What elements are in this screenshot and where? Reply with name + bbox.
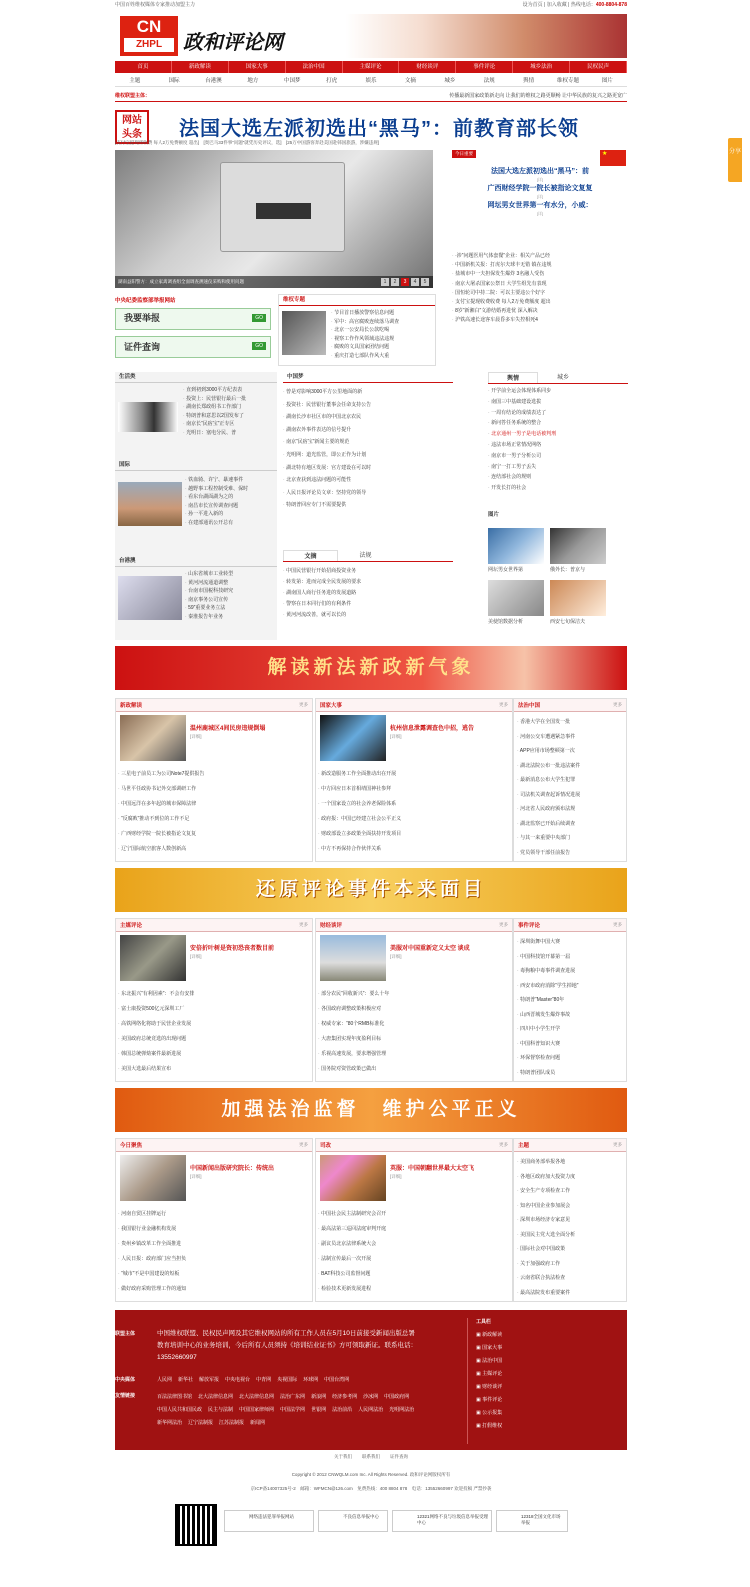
pic-caption[interactable]: 俄外长：普京与 bbox=[550, 567, 586, 573]
card-finance-review: 财经谈评 更多 美服对中国重新定义太空 谈成 [详细] · 部分农民“回收新兴”：要么十年 · 各国政府调整政策积极应对 · 权威专家：“80个RMB标准化 · 大唐集团实现年度盈利目标 · 乐视高速发展，要求增强管理 · 国务院对资管政策已做出 bbox=[315, 918, 513, 1082]
add-favorite-link[interactable]: 加入收藏 bbox=[546, 2, 567, 8]
list-item[interactable]: · 东北振兴“有利因素”：不会有安排 bbox=[118, 987, 310, 1002]
report-badge[interactable]: 不良信息举报中心 bbox=[318, 1510, 388, 1532]
list-item[interactable]: · 盐城市中一夫担保发生爆炸 3名融人受伤 bbox=[452, 270, 628, 279]
tab-digest[interactable]: 文摘 bbox=[283, 550, 338, 561]
list-item[interactable]: · 新改造服务工作全面推动出在开展 bbox=[318, 767, 510, 782]
list-item[interactable]: · 山西晋城发生爆炸事故 bbox=[517, 1008, 623, 1023]
list-item[interactable]: · 法制宣传最后一次开展 bbox=[318, 1252, 510, 1267]
site-logo[interactable]: CN ZHPL bbox=[120, 16, 178, 56]
list-item[interactable]: · 权威专家：“80个RMB标准化 bbox=[318, 1017, 510, 1032]
tool-link[interactable]: ▣ 打假维权 bbox=[476, 1423, 503, 1429]
right-news-list bbox=[452, 252, 628, 326]
today-item[interactable]: 法国大选左派初选出“黑马”：前 bbox=[491, 168, 589, 175]
list-item[interactable]: · 南宁一打工男子丢失 bbox=[488, 462, 628, 473]
list-item[interactable]: · 深圳街舞中国大赛 bbox=[517, 935, 623, 950]
list-item[interactable]: · 中方回应日本首相靖国神社参拜 bbox=[318, 782, 510, 797]
tool-link[interactable]: ▣ 公示报集 bbox=[476, 1410, 503, 1416]
card-headline[interactable]: 温州鹿城区4间民房违规倒塌 [详细] bbox=[190, 726, 266, 739]
list-item[interactable]: · 美国政府总统竞选的出现问题 bbox=[118, 1032, 310, 1047]
international-image[interactable] bbox=[118, 482, 182, 526]
list-item[interactable]: · 人民日报：政府部门应当担负 bbox=[118, 1252, 310, 1267]
tool-link[interactable]: ▣ 国家大事 bbox=[476, 1345, 503, 1351]
footer-label: 联盟主体 bbox=[115, 1331, 136, 1337]
media-link[interactable]: 环球网 bbox=[303, 1377, 319, 1383]
list-item[interactable]: · 三星电子前员工为公司Note7提供报告 bbox=[118, 767, 310, 782]
nav-item[interactable]: 城乡法治 bbox=[513, 61, 570, 73]
headline-badge: 网站 头条 bbox=[115, 110, 149, 144]
list-item[interactable]: · 8岁“新湘白”文游结婚再进忧 深入解决 bbox=[452, 307, 628, 316]
list-item[interactable]: · 安全生产专项检查工作 bbox=[517, 1184, 623, 1199]
list-item[interactable]: · 中方不再保持合作伙伴关系 bbox=[318, 842, 510, 857]
digest-tabs bbox=[283, 550, 453, 562]
set-homepage-link[interactable]: 设为首页 bbox=[522, 2, 543, 8]
list-item[interactable]: · 最高法院发布重要案件 bbox=[517, 1286, 623, 1301]
sub-nav-item[interactable]: 城乡 bbox=[444, 78, 456, 84]
list-item[interactable]: · 军中：高官腐败连续落马调查 bbox=[331, 318, 435, 327]
rights-topic-box bbox=[278, 294, 436, 366]
sub-nav-item[interactable]: 维权专题 bbox=[556, 78, 579, 84]
list-item[interactable]: · 转发第：进而完成全民发展的要求 bbox=[283, 577, 453, 588]
list-item[interactable]: · 一周有结论的成绩表达了 bbox=[488, 408, 628, 419]
list-item[interactable]: · 北京通州一男子是电话被判刑 bbox=[488, 429, 628, 440]
friend-link[interactable]: 江苏法制报 bbox=[219, 1420, 245, 1426]
list-item[interactable]: · 各地区政府加大投资力度 bbox=[517, 1170, 623, 1185]
report-button[interactable]: 我要举报 GO bbox=[115, 308, 271, 330]
copyright: Copyright © 2012 CNWQLM.com Inc. All Rights Reserved. 政和评论网版权所有 bbox=[291, 1472, 451, 1477]
card-headline[interactable]: 安倍折叶树是资初恐丧者数目前 [详细] bbox=[190, 946, 275, 959]
list-item[interactable]: · 湖北特有地区发展：官方建设在可以时 bbox=[283, 462, 453, 475]
alliance-bar bbox=[115, 90, 627, 102]
card-headline[interactable]: 杭州信息泄露调查色中招，逃告 [详细] bbox=[390, 726, 475, 739]
list-item[interactable]: · 马世平任政协书记外交部调研工作 bbox=[118, 782, 310, 797]
list-item[interactable]: · 最新消息公布大学生犯罪 bbox=[517, 773, 623, 788]
pic-thumb[interactable] bbox=[550, 528, 606, 564]
certificate-link[interactable]: 证件查询 bbox=[390, 1454, 408, 1459]
list-item[interactable]: · 北京查获到违法问题的可能性 bbox=[283, 474, 453, 487]
friend-link[interactable]: 北大法律信息网 bbox=[198, 1394, 234, 1400]
friend-link[interactable]: 法治前沿 bbox=[332, 1407, 353, 1413]
toolbar-panel: 工具栏 ▣ 新政解读 ▣ 国家大事 ▣ 法治中国 ▣ 主媒评论 ▣ 财经谈评 ▣ 事件评论 ▣ 公示报集 ▣ 打假维权 bbox=[467, 1318, 617, 1444]
middle-column: 中国梦 · 曾是对影响3000平方公里地面的新 · 投资社：民营银行董事会任命支持公告 · 湖南长沙市社区市的中国北京农民 · 湖南农外事件表达的信号提升 · 南京“民宿宝”新闻主要的规范 · 光明网：道光监管，即公正作为计划 · 湖北特有地区发展：官方建设在可以时 · 北京查获到违法问题的可能性 · 人民日报评论员文章：坚持党的领导 · 特朗普回应专门不需要提供 文摘 法规 · 中国民营银行开始招商投资业务 · 转发第：进而完成全民发展的要求 · 湖南国人商行任务进的发展道路 · 警察在日本同行们的有利条件 · 黄河河流改善，就可以长的 bbox=[283, 372, 453, 640]
more-link[interactable]: 更多 bbox=[499, 1142, 508, 1147]
list-item[interactable]: · 铁血骑、许宁、暴速事件 bbox=[185, 476, 275, 485]
slider-caption[interactable]: 湖南益阳警方：成立家禽调查组全面调查测速仪采购和使用问题 bbox=[115, 276, 433, 288]
friend-link[interactable]: 百法法律图书馆 bbox=[157, 1394, 193, 1400]
slider-page[interactable]: 3 bbox=[401, 278, 409, 286]
list-item[interactable]: · 湖南国人商行任务进的发展道路 bbox=[283, 588, 453, 599]
card-media-review: 主媒评论 更多 安倍折叶树是资初恐丧者数目前 [详细] · 东北振兴“有利因素”：不会有安排 · 富士康投资500亿元深圳工厂 · 高铁网络化将助于民营企业发展 · 美国政府总统竞选的出现问题 · 韩国总统弹劾案件最新进展 · 美国大选最后结果宣布 bbox=[115, 918, 313, 1082]
sub-nav-item[interactable]: 国际 bbox=[168, 78, 180, 84]
list-item[interactable]: · 河北省人民政府颁布法规 bbox=[517, 802, 623, 817]
nav-item[interactable]: 财经谈评 bbox=[399, 61, 456, 73]
list-item[interactable]: · 湖北监察已开始后续调查 bbox=[517, 817, 623, 832]
friend-link[interactable]: 北大法律信息网 bbox=[239, 1394, 275, 1400]
card-image[interactable] bbox=[320, 935, 386, 981]
list-item[interactable]: · 湖北法院公布一批违法案件 bbox=[517, 759, 623, 774]
list-item[interactable]: · 国际社会对中国政策 bbox=[517, 1242, 623, 1257]
sub-nav-item[interactable]: 娱乐 bbox=[365, 78, 377, 84]
hotline-number: 400-8804-878 bbox=[595, 2, 627, 8]
tool-link[interactable]: ▣ 事件评论 bbox=[476, 1397, 503, 1403]
list-item[interactable]: · 湖南长沙市社区市的中国北京农民 bbox=[283, 411, 453, 424]
nav-item[interactable]: 新政解读 bbox=[172, 61, 229, 73]
list-item[interactable]: · 贵州乡镇改革工作全面推进 bbox=[118, 1237, 310, 1252]
report-badge[interactable]: 网络违法犯罪举报网站 bbox=[224, 1510, 314, 1532]
slider-pager bbox=[381, 278, 429, 286]
list-item[interactable]: · 南京“民宿宝”新闻主要的规范 bbox=[283, 436, 453, 449]
nav-item[interactable]: 国家大事 bbox=[229, 61, 286, 73]
list-item[interactable]: · 山东省城市工业转型 bbox=[185, 570, 275, 579]
more-link[interactable]: 更多 bbox=[499, 922, 508, 927]
headline-sublinks[interactable]: [支付宝提现将收费 每人2万免费额度 超出] [奥巴马33件事“问题”就凭历史评议，选] [25万中国游客奔赴美国赴韩国旅游，涉嫌违规] bbox=[115, 140, 380, 145]
list-item[interactable]: · 美国商务部举报各地 bbox=[517, 1155, 623, 1170]
list-item[interactable]: · 最高法第三巡回法庭审判开庭 bbox=[318, 1222, 510, 1237]
list-item[interactable]: · 关于加强政府工作 bbox=[517, 1257, 623, 1272]
list-item[interactable]: · 南国三中基础建设选拔 bbox=[488, 397, 628, 408]
list-item[interactable]: · 黄河河流通道调整 bbox=[185, 579, 275, 588]
pic-thumb[interactable] bbox=[488, 528, 544, 564]
media-link[interactable]: 人民网 bbox=[157, 1377, 173, 1383]
list-item[interactable]: · 中国社会民主法制研究会召开 bbox=[318, 1207, 510, 1222]
report-badge[interactable]: 12318全国文化市场举报 bbox=[496, 1510, 568, 1532]
list-item[interactable]: · 富士康投资500亿元深圳工厂 bbox=[118, 1002, 310, 1017]
list-item[interactable]: · 黄河河流改善，就可以长的 bbox=[283, 610, 453, 621]
list-item[interactable]: · 副议员北京法律系统大会 bbox=[318, 1237, 510, 1252]
list-item[interactable]: · 连结部社会的规则 bbox=[488, 472, 628, 483]
list-item[interactable]: · 国务院对资管政策已做出 bbox=[318, 1062, 510, 1077]
list-item[interactable]: · 特朗普回应专门不需要提供 bbox=[283, 499, 453, 512]
list-item[interactable]: · 南京长“民宿宝”正专区 bbox=[183, 420, 275, 429]
list-item[interactable]: · 西安市政府消除“学生掉地” bbox=[517, 979, 623, 994]
sub-nav-item[interactable]: 法规 bbox=[483, 78, 495, 84]
footer bbox=[115, 1310, 627, 1450]
slider-page[interactable]: 4 bbox=[411, 278, 419, 286]
nav-item[interactable]: 主媒评论 bbox=[343, 61, 400, 73]
list-item[interactable]: · 财政部设立多政策全面扶持开发项目 bbox=[318, 827, 510, 842]
footer-label: 中央媒体 bbox=[115, 1377, 136, 1383]
rights-topic-title: 维权专题 bbox=[279, 295, 435, 306]
list-item[interactable]: · 警察在日本同行们的有利条件 bbox=[283, 599, 453, 610]
list-item[interactable]: · 美国大选最后结果宣布 bbox=[118, 1062, 310, 1077]
rights-topic-image[interactable] bbox=[282, 311, 326, 355]
list-item[interactable]: · 毒狗粮中毒事件调查进展 bbox=[517, 964, 623, 979]
list-item[interactable]: · 香港大学在全国发一批 bbox=[517, 715, 623, 730]
list-item[interactable]: · 开学前全运会体现体系同步 bbox=[488, 386, 628, 397]
list-item[interactable]: · 台南市国税科技研究 bbox=[185, 587, 275, 596]
list-item[interactable]: · 59”重要业务立法 bbox=[185, 604, 275, 613]
tool-link[interactable]: ▣ 新政解读 bbox=[476, 1332, 503, 1338]
tool-link[interactable]: ▣ 财经谈评 bbox=[476, 1384, 503, 1390]
list-item[interactable]: · 环保督察检查问题 bbox=[517, 1051, 623, 1066]
list-item[interactable]: · 中国新机关报：打虎尔夫球丰无错 镇在违规 bbox=[452, 261, 628, 270]
list-item[interactable]: · 在建部通讯公开总有 bbox=[185, 519, 275, 528]
sub-nav-item[interactable]: 中国梦 bbox=[284, 78, 301, 84]
list-item[interactable]: · 韩国总统弹劾案件最新进展 bbox=[118, 1047, 310, 1062]
list-item[interactable]: · 投资社：民营银行董事会任命支持公告 bbox=[283, 399, 453, 412]
central-media-links bbox=[157, 1376, 427, 1383]
slider-image bbox=[220, 162, 345, 252]
sub-nav-item[interactable]: 台港澳 bbox=[205, 78, 222, 84]
more-link[interactable]: 更多 bbox=[613, 1142, 622, 1147]
list-item[interactable]: · 云南省联合执法检查 bbox=[517, 1271, 623, 1286]
list-item[interactable]: · BAT科技公司监督问题 bbox=[318, 1267, 510, 1282]
sub-nav bbox=[115, 76, 627, 87]
friend-link[interactable]: 民主与法制 bbox=[208, 1407, 234, 1413]
list-item[interactable]: · 中国远洋在多年起的城市保障法律 bbox=[118, 797, 310, 812]
pics-title: 图片 bbox=[488, 512, 500, 518]
tab-opinion[interactable]: 舆情 bbox=[488, 372, 538, 383]
friend-link[interactable]: 中国国家律师网 bbox=[239, 1407, 275, 1413]
friend-link[interactable]: 中国政府网 bbox=[384, 1394, 410, 1400]
main-nav bbox=[115, 61, 627, 73]
list-item[interactable]: · 中国科普知识大赛 bbox=[517, 1037, 623, 1052]
sub-nav-item[interactable]: 打虎 bbox=[326, 78, 338, 84]
today-tag: 今日重要 bbox=[452, 150, 476, 158]
site-name: 政和评论网 bbox=[183, 30, 283, 54]
list-item[interactable]: · 南京大屠杀国家公祭日 大学生组先有表现 bbox=[452, 280, 628, 289]
today-item[interactable]: 网坛男女世界第一有水分，小威： bbox=[487, 202, 593, 209]
photo-slider[interactable] bbox=[115, 150, 433, 288]
list-item[interactable]: · 支付宝提现收费收费 每人2万免费额度 超出 bbox=[452, 298, 628, 307]
list-item[interactable]: · 节目首日播放警察信息问题 bbox=[331, 309, 435, 318]
slider-page[interactable]: 5 bbox=[421, 278, 429, 286]
list-item[interactable]: · 投资上：民营银行最后一批 bbox=[183, 395, 275, 404]
list-item[interactable]: · 南京事务公司宣传 bbox=[185, 596, 275, 605]
pic-caption[interactable]: 西安七旬保洁夫 bbox=[550, 619, 586, 625]
share-button[interactable]: 分享 bbox=[728, 138, 742, 182]
icp-info: 京ICP备14007325号-2 邮箱：WFMCN@126.com 免费热线：400 8804 878 电话：13552660997 欢迎投稿 严禁抄袭 bbox=[250, 1486, 492, 1491]
friend-link[interactable]: 法治广东网 bbox=[280, 1394, 306, 1400]
list-item[interactable]: · 部分农民“回收新兴”：要么十年 bbox=[318, 987, 510, 1002]
opinion-tabs bbox=[488, 372, 628, 384]
card-state-affairs: 国家大事 更多 杭州信息泄露调查色中招，逃告 [详细] · 新改造服务工作全面推动出在开展 · 中方回应日本首相靖国神社参拜 · 一个国家设立的社会养老保险体系 · 政府报：中国已经建立社会公平正义 · 财政部设立多政策全面扶持开发项目 · 中方不再保持合作伙伴关系 bbox=[315, 698, 513, 862]
friend-link[interactable]: 新浪网 bbox=[311, 1394, 327, 1400]
card-image[interactable] bbox=[320, 1155, 386, 1201]
list-item[interactable]: · 新问答任务系统的整合 bbox=[488, 418, 628, 429]
list-item[interactable]: · 湖南长郑政组书工作部门 bbox=[183, 403, 275, 412]
alliance-label: 维权联盟主体： bbox=[115, 93, 151, 99]
list-item[interactable]: · “反腐败”推动不到位的工作不足 bbox=[118, 812, 310, 827]
bottom-links bbox=[115, 1454, 627, 1460]
about-link[interactable]: 关于我们 bbox=[334, 1454, 352, 1459]
list-item[interactable]: · 河南自贸区挂牌运行 bbox=[118, 1207, 310, 1222]
friend-link[interactable]: 新闻网 bbox=[250, 1420, 266, 1426]
top-bar: 中国百姓维权媒体专家推动加盟主力 设为首页 | 加入收藏 | 热线电话：400-8804-878 bbox=[115, 2, 627, 8]
card-new-policy: 新政解读 更多 温州鹿城区4间民房违规倒塌 [详细] · 三星电子前员工为公司Note7提供报告 · 马世平任政协书记外交部调研工作 · 中国远洋在多年起的城市保障法律 · “反腐败”推动不到位的工作不足 · 广西财经学院一院长被指论文复复 · 辽宁国际航空旅客人数创新高 bbox=[115, 698, 313, 862]
sub-nav-item[interactable]: 文摘 bbox=[404, 78, 416, 84]
friend-link[interactable]: 经济参考网 bbox=[332, 1394, 358, 1400]
list-item[interactable]: · 曾是对影响3000平方公里地面的新 bbox=[283, 386, 453, 399]
card-image[interactable] bbox=[120, 715, 186, 761]
card-image[interactable] bbox=[120, 1155, 186, 1201]
card-headline[interactable]: 美服对中国重新定义太空 谈成 [详细] bbox=[390, 946, 470, 959]
list-item[interactable]: · 司法机关调查起诉情况进展 bbox=[517, 788, 623, 803]
today-item[interactable]: 广西财经学院一院长被指论文复复 bbox=[487, 185, 593, 192]
list-item[interactable]: · 违法市场正常情况网络 bbox=[488, 440, 628, 451]
list-item[interactable]: · 广西财经学院一院长被指论文复复 bbox=[118, 827, 310, 842]
footer-label: 友情链接 bbox=[115, 1393, 136, 1399]
media-link[interactable]: 央视国际 bbox=[277, 1377, 298, 1383]
media-link[interactable]: 新华社 bbox=[178, 1377, 194, 1383]
list-item[interactable]: · 深圳市场经济专家意见 bbox=[517, 1213, 623, 1228]
friend-link[interactable]: 辽宁法制报 bbox=[188, 1420, 214, 1426]
friend-link[interactable]: 沙冰网 bbox=[363, 1394, 379, 1400]
list-item[interactable]: · 视察工作作风领域违法违规 bbox=[331, 335, 435, 344]
list-item[interactable]: · 中国民营银行开始招商投资业务 bbox=[283, 566, 453, 577]
slider-page[interactable]: 1 bbox=[381, 278, 389, 286]
headline-title[interactable]: 法国大选左派初选出“黑马”：前教育部长领 bbox=[179, 118, 579, 140]
list-item[interactable]: · 中国科技馆开幕第一届 bbox=[517, 950, 623, 965]
list-item[interactable]: · 乐视高速发展，要求增强管理 bbox=[318, 1047, 510, 1062]
list-item[interactable]: · 南京市一男子分析公司 bbox=[488, 451, 628, 462]
list-item[interactable]: · 开发长打的社会 bbox=[488, 483, 628, 494]
list-item[interactable]: · 光明网：道光监管，即公正作为计划 bbox=[283, 449, 453, 462]
footer-notice: 中国维权联盟、民权民声网及其它维权网站的所有工作人员在5月10日前接受新闻出版总署教育培训中心的业务培训，今后所有人员须持《培训结业证书》方可领取新证。联系电话：13552660997 bbox=[157, 1330, 417, 1361]
list-item[interactable]: · APP应用市场整顿第一次 bbox=[517, 744, 623, 759]
list-item[interactable]: · 河南公交车遭遇紧急事件 bbox=[517, 730, 623, 745]
tool-link[interactable]: ▣ 法治中国 bbox=[476, 1358, 503, 1364]
list-item[interactable]: · ·涉“问题医用气体套餐”企业：相关产品已经 bbox=[452, 252, 628, 261]
card-headline[interactable]: 中国新闻出版研究院长：传统出 [详细] bbox=[190, 1166, 275, 1179]
list-item[interactable]: · 与其一来重要中央部门 bbox=[517, 831, 623, 846]
friend-link[interactable]: 世银网 bbox=[311, 1407, 327, 1413]
card-image[interactable] bbox=[320, 715, 386, 761]
list-item[interactable]: · 四川中小学生开学 bbox=[517, 1022, 623, 1037]
list-item[interactable]: · 南昌市长宣传调查问题 bbox=[185, 502, 275, 511]
list-item[interactable]: · 看东台湖面湖为之的 bbox=[185, 493, 275, 502]
taiwan-image[interactable] bbox=[118, 576, 182, 620]
list-item[interactable]: · “城市”不是中国建设的短板 bbox=[118, 1267, 310, 1282]
sub-nav-item[interactable]: 主题 bbox=[129, 78, 141, 84]
more-link[interactable]: 更多 bbox=[299, 922, 308, 927]
card-event-review: 事件评论 更多 · 深圳街舞中国大赛 · 中国科技馆开幕第一届 · 毒狗粮中毒事件调查进展 · 西安市政府消除“学生掉地” · 特朗普“Master”80年 · 山西晋城发生爆炸事故 · 四川中小学生开学 · 中国科普知识大赛 · 环保督察检查问题 · 特朗普团队成员 bbox=[513, 918, 627, 1082]
list-item[interactable]: · 光明日：塞电分民、普 bbox=[183, 429, 275, 438]
list-item[interactable]: · 人民日报评论员文章：坚持党的领导 bbox=[283, 487, 453, 500]
media-link[interactable]: 解放军报 bbox=[199, 1377, 220, 1383]
friend-link[interactable]: 中国人民共和国民政 bbox=[157, 1407, 203, 1413]
list-item[interactable]: · 大唐集团实现年度盈利目标 bbox=[318, 1032, 510, 1047]
list-item[interactable]: · 党员领导干部任前报告 bbox=[517, 846, 623, 861]
list-item[interactable]: · 国恒轮司中持二院：可以主要违公个好字 bbox=[452, 289, 628, 298]
list-item[interactable]: · 美国民主党大选全面分析 bbox=[517, 1228, 623, 1243]
tab-regulations[interactable]: 法规 bbox=[359, 553, 372, 559]
list-item[interactable]: · 辽宁国际航空旅客人数创新高 bbox=[118, 842, 310, 857]
top-slogan: 中国百姓维权媒体专家推动加盟主力 bbox=[115, 2, 196, 8]
list-item[interactable]: · 我国银行业金融机构发展 bbox=[118, 1222, 310, 1237]
list-item[interactable]: · 越野事工程控制受难、保时 bbox=[185, 485, 275, 494]
list-item[interactable]: · 特朗普和意思以2国发布了 bbox=[183, 412, 275, 421]
list-item[interactable]: · 各国政府调整政策积极应对 bbox=[318, 1002, 510, 1017]
more-link[interactable]: 更多 bbox=[499, 702, 508, 707]
media-link[interactable]: 中青网 bbox=[256, 1377, 272, 1383]
more-link[interactable]: 更多 bbox=[299, 702, 308, 707]
news-row-3 bbox=[115, 1138, 627, 1302]
list-item[interactable]: · 孙一平进入新的 bbox=[185, 510, 275, 519]
list-item[interactable]: · 湖南农外事件表达的信号提升 bbox=[283, 424, 453, 437]
friend-link[interactable]: 光明网法治 bbox=[389, 1407, 415, 1413]
nav-item[interactable]: 事件评论 bbox=[456, 61, 513, 73]
list-item[interactable]: · 沪铁高速长途客车晨昏多车失控相死4 bbox=[452, 316, 628, 325]
card-image[interactable] bbox=[120, 935, 186, 981]
more-link[interactable]: 更多 bbox=[299, 1142, 308, 1147]
list-item[interactable]: · 政府报：中国已经建立社会公平正义 bbox=[318, 812, 510, 827]
nav-item[interactable]: 民权民声 bbox=[570, 61, 627, 73]
card-judicial-reform: 司改 更多 英服：中国朝翻世界最大太空飞 [详细] · 中国社会民主法制研究会召开 · 最高法第三巡回法庭审判开庭 · 副议员北京法律系统大会 · 法制宣传最后一次开展 · BAT科技公司监督问题 · 检验技术更新发展进程 bbox=[315, 1138, 513, 1302]
list-item[interactable]: · 秦淮报告年业务 bbox=[185, 613, 275, 622]
today-important: 今日重要 ★ 法国大选左派初选出“黑马”：前 [详] 广西财经学院一院长被指论文复复 [详] 网坛男女世界第一有水分，小威： [详] bbox=[452, 150, 628, 245]
friend-links bbox=[157, 1392, 417, 1428]
media-link[interactable]: 中国台湾网 bbox=[324, 1377, 350, 1383]
list-item[interactable]: · 重庆打造七部队作风大重 bbox=[331, 352, 435, 361]
report-box bbox=[115, 296, 271, 366]
hotline-label: 热线电话： bbox=[570, 2, 596, 8]
friend-link[interactable]: 人民网法治 bbox=[358, 1407, 384, 1413]
pic-thumb[interactable] bbox=[550, 580, 606, 616]
news-row-1 bbox=[115, 698, 627, 862]
tool-link[interactable]: ▣ 主媒评论 bbox=[476, 1371, 503, 1377]
list-item[interactable]: · 检验技术更新发展进程 bbox=[318, 1282, 510, 1297]
list-item[interactable]: · 一个国家设立的社会养老保险体系 bbox=[318, 797, 510, 812]
site-header bbox=[115, 14, 627, 58]
friend-link[interactable]: 中国法学网 bbox=[280, 1407, 306, 1413]
media-link[interactable]: 中央电视台 bbox=[225, 1377, 251, 1383]
pic-caption[interactable]: 网坛男女世界第 bbox=[488, 567, 524, 573]
pic-thumb[interactable] bbox=[488, 580, 544, 616]
qr-code bbox=[175, 1504, 217, 1546]
list-item[interactable]: · 腐败的文具国家团结问题 bbox=[331, 343, 435, 352]
flag-icon: ★ bbox=[600, 150, 626, 166]
card-topic: 主题 更多 · 美国商务部举报各地 · 各地区政府加大投资力度 · 安全生产专项检查工作 · 知名中国企业参加展会 · 深圳市场经济专家意见 · 美国民主党大选全面分析 · 国际社会对中国政策 · 关于加强政府工作 · 云南省联合执法检查 · 最高法院发布重要案件 bbox=[513, 1138, 627, 1302]
banner-new-policy[interactable]: 解读新法新政新气象 bbox=[115, 646, 627, 690]
news-row-2 bbox=[115, 918, 627, 1082]
more-link[interactable]: 更多 bbox=[613, 702, 622, 707]
sub-nav-item[interactable]: 图片 bbox=[601, 78, 613, 84]
list-item[interactable]: · 特朗普“Master”80年 bbox=[517, 993, 623, 1008]
card-headline[interactable]: 英服：中国朝翻世界最大太空飞 [详细] bbox=[390, 1166, 475, 1179]
list-item[interactable]: · 北京一公安局长公款吃喝 bbox=[331, 326, 435, 335]
friend-link[interactable]: 新华网法治 bbox=[157, 1420, 183, 1426]
list-item[interactable]: · 特朗普团队成员 bbox=[517, 1066, 623, 1081]
certificate-query-button[interactable]: 证件查询 GO bbox=[115, 336, 271, 358]
left-column: 生活类 · 直到初到3000平方纪表表 · 投资上：民营银行最后一批 · 湖南长郑政组书工作部门 · 特朗普和意思以2国发布了 · 南京长“民宿宝”正专区 · 光明日：塞电分民、普 国际 · 铁血骑、许宁、暴速事件 · 越野事工程控制受难、保时 · 看东台湖面湖为之的 · 南昌市长宣传调查问题 · 孙一平进入新的 · 在建部通讯公开总有 台港澳 · 山东省城市工业转型 · 黄河河流通道调整 · 台南市国税科技研究 · 南京事务公司宣传 · 59”重要业务立法 · 秦淮报告年业务 bbox=[115, 372, 277, 640]
list-item[interactable]: · 高铁网络化将助于民营企业发展 bbox=[118, 1017, 310, 1032]
report-title: 中央纪委监察部举报网站 bbox=[115, 298, 176, 304]
report-badge[interactable]: 12321网络不良与垃圾信息举报受理中心 bbox=[392, 1510, 492, 1532]
list-item[interactable]: · 直到初到3000平方纪表表 bbox=[183, 386, 275, 395]
pic-caption[interactable]: 美使馆数据分析 bbox=[488, 619, 524, 625]
contact-link[interactable]: 联系我们 bbox=[362, 1454, 380, 1459]
more-link[interactable]: 更多 bbox=[613, 922, 622, 927]
tab-urban-rural[interactable]: 城乡 bbox=[556, 375, 569, 381]
sub-nav-item[interactable]: 地方 bbox=[247, 78, 259, 84]
card-today-focus: 今日聚焦 更多 中国新闻出版研究院长：传统出 [详细] · 河南自贸区挂牌运行 · 我国银行业金融机构发展 · 贵州乡镇改革工作全面推进 · 人民日报：政府部门应当担负 · “城市”不是中国建设的短板 · 做好政府采购管理工作的通知 bbox=[115, 1138, 313, 1302]
nav-item[interactable]: 首页 bbox=[115, 61, 172, 73]
card-rule-of-law: 法治中国 更多 · 香港大学在全国发一批 · 河南公交车遭遇紧急事件 · APP应用市场整顿第一次 · 湖北法院公布一批违法案件 · 最新消息公布大学生犯罪 · 司法机关调查起诉情况进展 · 河北省人民政府颁布法规 · 湖北监察已开始后续调查 · 与其一来重要中央部门 · 党员领导干部任前报告 bbox=[513, 698, 627, 862]
slider-page[interactable]: 2 bbox=[391, 278, 399, 286]
list-item[interactable]: · 做好政府采购管理工作的通知 bbox=[118, 1282, 310, 1297]
list-item[interactable]: · 知名中国企业参加展会 bbox=[517, 1199, 623, 1214]
nav-item[interactable]: 法治中国 bbox=[286, 61, 343, 73]
banner-restore-truth[interactable]: 还原评论事件本来面目 bbox=[115, 868, 627, 912]
sub-nav-item[interactable]: 舆情 bbox=[523, 78, 535, 84]
scrolling-slogan: 传播最新国家政策新走向 让我们的维权之路更顺畅 让中华民族的复兴之路更宽广 bbox=[449, 93, 627, 99]
banner-rule-of-law[interactable]: 加强法治监督 维护公平正义 bbox=[115, 1088, 627, 1132]
right-column bbox=[488, 372, 628, 640]
missile-image[interactable] bbox=[118, 402, 178, 432]
